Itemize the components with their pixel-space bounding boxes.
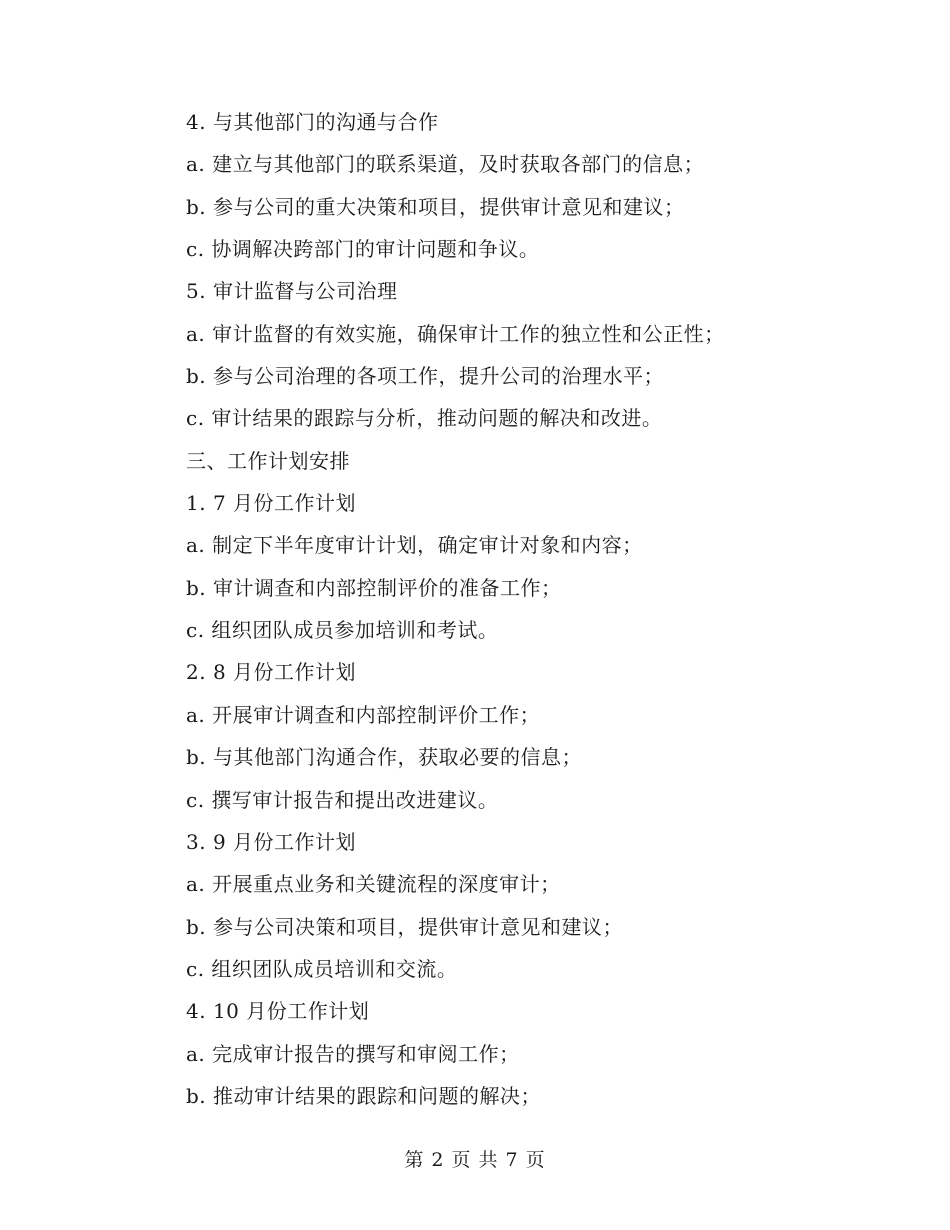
text-line: b. 参与公司决策和项目，提供审计意见和建议； [186,914,624,939]
page-footer: 第 2 页 共 7 页 [404,1149,546,1171]
text-line: 3. 9 月份工作计划 [186,829,357,854]
text-line: b. 参与公司的重大决策和项目，提供审计意见和建议； [186,194,685,219]
text-line: b. 推动审计结果的跟踪和问题的解决； [186,1083,542,1108]
text-line: a. 完成审计报告的撰写和审阅工作； [186,1041,520,1066]
text-line: 5. 审计监督与公司治理 [186,279,398,304]
text-line: c. 协调解决跨部门的审计问题和争议。 [186,237,540,262]
document-body [186,104,786,1120]
text-line: b. 参与公司治理的各项工作，提升公司的治理水平； [186,364,665,389]
text-line: a. 审计监督的有效实施，确保审计工作的独立性和公正性； [186,321,725,346]
text-line: a. 制定下半年度审计计划，确定审计对象和内容； [186,533,643,558]
text-line: 4. 10 月份工作计划 [186,999,370,1024]
text-line: c. 审计结果的跟踪与分析，推动问题的解决和改进。 [186,406,663,431]
text-line: c. 组织团队成员培训和交流。 [186,956,458,981]
section-heading: 三、工作计划安排 [186,448,350,473]
text-line: a. 开展审计调查和内部控制评价工作； [186,702,541,727]
text-line: a. 建立与其他部门的联系渠道，及时获取各部门的信息； [186,152,705,177]
text-line: 2. 8 月份工作计划 [186,660,357,685]
text-line: c. 撰写审计报告和提出改进建议。 [186,787,499,812]
text-line: c. 组织团队成员参加培训和考试。 [186,618,499,643]
text-line: 1. 7 月份工作计划 [186,491,357,516]
text-line: 4. 与其他部门的沟通与合作 [186,110,439,134]
text-line: b. 审计调查和内部控制评价的准备工作； [186,575,562,600]
text-line: b. 与其他部门沟通合作，获取必要的信息； [186,745,583,770]
text-line: a. 开展重点业务和关键流程的深度审计； [186,872,561,897]
